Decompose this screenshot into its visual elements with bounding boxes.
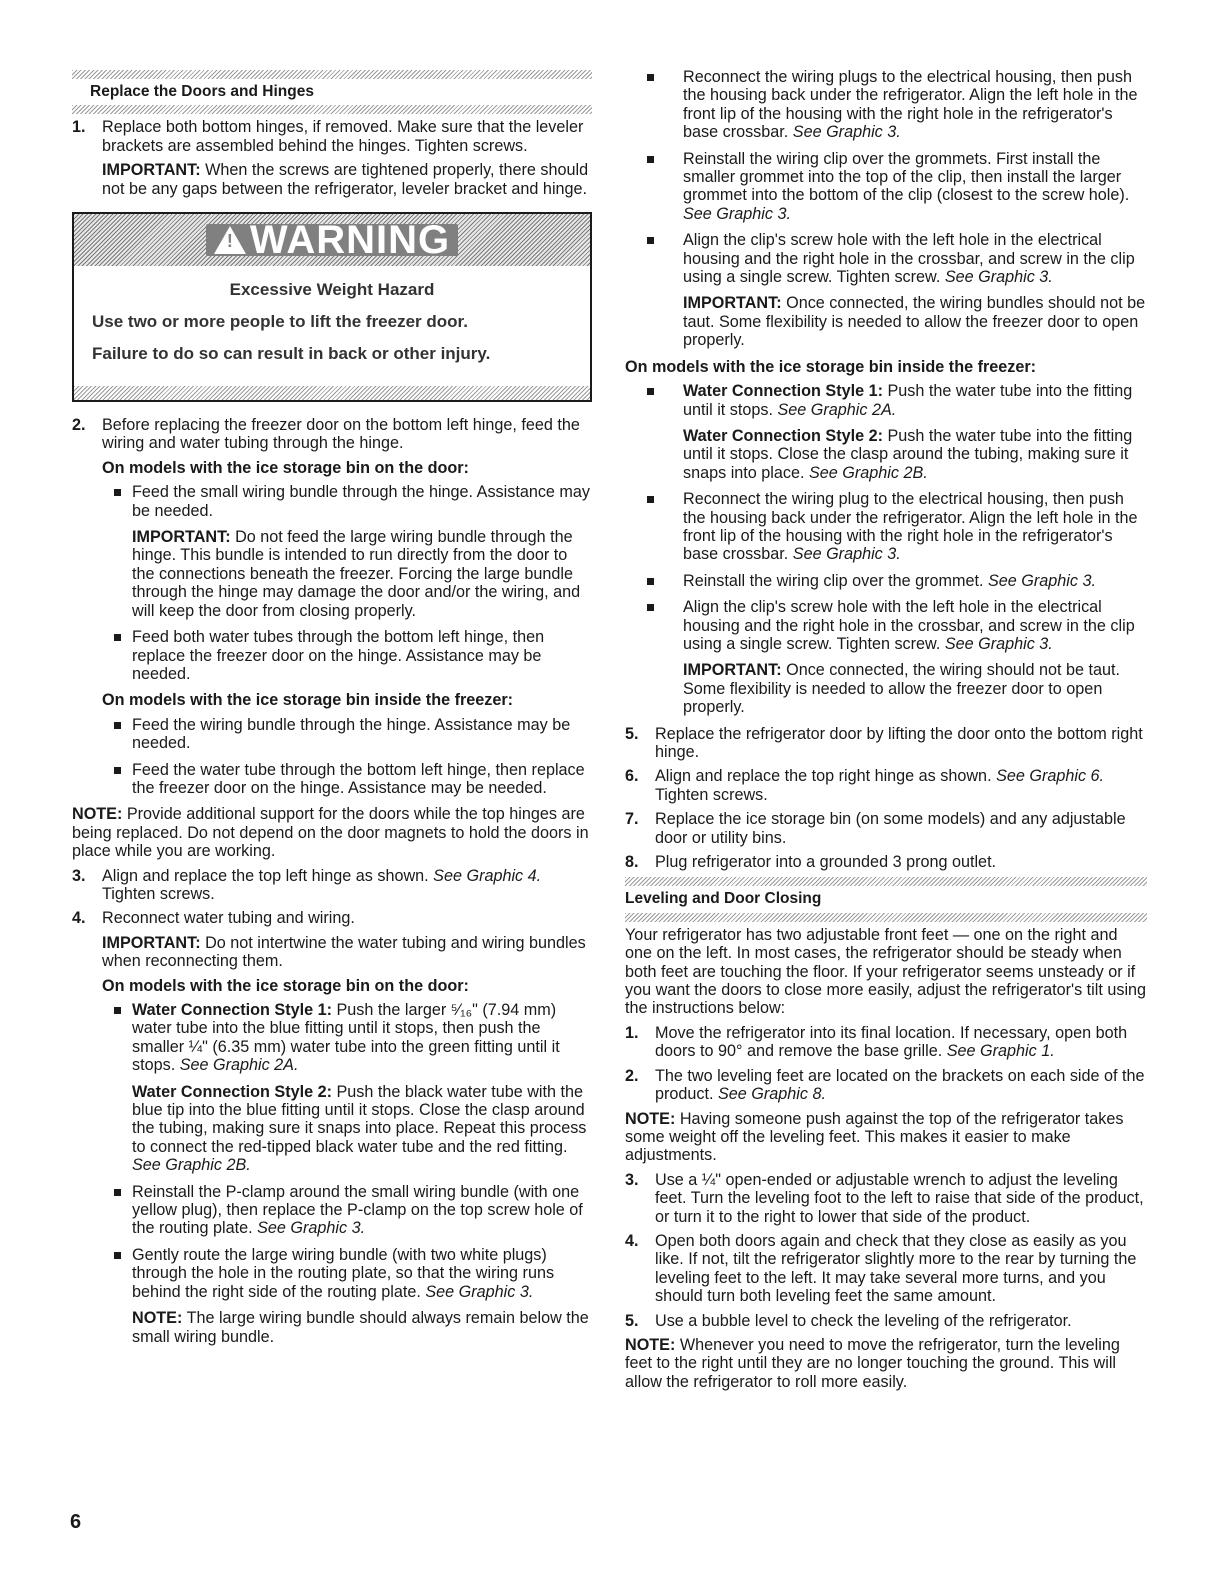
graphic-reference: See Graphic 3. (683, 204, 791, 223)
bullet-item (72, 1001, 592, 1075)
warning-body (74, 266, 590, 386)
step-text: Tighten screws. (655, 785, 768, 804)
graphic-reference: See Graphic 3. (257, 1219, 366, 1238)
connection-style-2 (683, 427, 1147, 482)
connection-style-label: Water Connection Style 1: (132, 1001, 332, 1019)
step-number: 1. (72, 118, 86, 137)
warning-triangle-icon: ! (214, 226, 246, 254)
warning-footer-hatch (74, 386, 590, 400)
bullet-text: Push the water tube into the fitting until it stops. Close the clasp around the tubing, making sure it snaps into place. (683, 426, 1133, 482)
note-label: NOTE: (625, 1335, 676, 1354)
bullet-icon (647, 156, 654, 163)
subheading (102, 459, 592, 477)
bullet-icon (647, 578, 654, 585)
subheading-text: On models with the ice storage bin inside the freezer: (102, 691, 514, 710)
bullet-item (72, 1183, 592, 1238)
important-note (683, 661, 1147, 716)
left-column (72, 68, 592, 1354)
subheading-text: On models with the ice storage bin on the door: (102, 458, 469, 477)
hatch-rule (625, 913, 1147, 922)
important-label: IMPORTANT: (102, 161, 201, 180)
leveling-step-4 (625, 1232, 1147, 1306)
step-text: Tighten screws. (102, 884, 215, 903)
bullet-text: Push the water tube into the fitting until it stops. (683, 382, 1133, 419)
step-4 (72, 909, 592, 927)
bullet-text: Reinstall the wiring clip over the grommet. (683, 571, 988, 590)
bullet-item (625, 68, 1147, 142)
step-text: Replace both bottom hinges, if removed. Make sure that the leveler brackets are assembled behind the hinges. Tighten screws. (102, 118, 584, 155)
subheading-text: On models with the ice storage bin on the door: (102, 976, 469, 995)
step-7 (625, 810, 1147, 847)
bullet-item (72, 628, 592, 683)
graphic-reference: See Graphic 3. (792, 545, 901, 564)
bullet-text: Feed the small wiring bundle through the hinge. Assistance may be needed. (132, 483, 591, 520)
bullet-icon (647, 496, 654, 503)
graphic-reference: See Graphic 2B. (808, 463, 928, 482)
warning-title (206, 217, 458, 262)
note-text: Provide additional support for the doors while the top hinges are being replaced. Do not depend on the door magnets to hold the doors in place while you are working. (72, 805, 589, 861)
step-number: 4. (72, 909, 86, 928)
step-number: 3. (625, 1170, 639, 1189)
step-6 (625, 767, 1147, 804)
step-number: 3. (72, 866, 86, 885)
important-note (683, 294, 1147, 349)
step-text: Use a bubble level to check the leveling of the refrigerator. (655, 1311, 1072, 1330)
bullet-item (625, 598, 1147, 653)
bullet-item (72, 716, 592, 753)
hazard-name: Excessive Weight Hazard (229, 280, 435, 300)
step-text: Replace the ice storage bin (on some models) and any adjustable door or utility bins. (655, 810, 1126, 847)
bullet-item (625, 150, 1147, 224)
step-text: Open both doors again and check that they close as easily as you like. If not, tilt the refrigerator slightly more to the rear by turning the leveling feet to the left. It may take several more turns, and you should turn both leveling feet the same amount. (655, 1231, 1137, 1306)
note (72, 805, 592, 860)
graphic-reference: See Graphic 3. (944, 634, 1053, 653)
bullet-item (625, 382, 1147, 419)
bullet-item (625, 572, 1147, 590)
connection-style-label: Water Connection Style 2: (683, 426, 883, 445)
bullet-icon (647, 74, 654, 81)
note (625, 1336, 1147, 1391)
bullet-text: Feed both water tubes through the bottom left hinge, then replace the freezer door on the hinge. Assistance may be needed. (132, 628, 545, 683)
important-note (102, 161, 592, 198)
step-text: Use a ¼" open-ended or adjustable wrench to adjust the leveling feet. Turn the leveling foot to the left to raise that side of the product, or turn it to the right to lower that side of the product. (655, 1170, 1144, 1226)
bullet-item (72, 761, 592, 798)
graphic-reference: See Graphic 3. (988, 571, 1096, 590)
graphic-reference: See Graphic 4. (433, 866, 542, 885)
step-number: 7. (625, 810, 639, 829)
graphic-reference: See Graphic 2A. (777, 400, 897, 419)
bullet-text: Gently route the large wiring bundle (with two white plugs) through the hole in the routing plate, so that the wiring runs behind the right side of the routing plate. (132, 1245, 555, 1301)
bullet-text: Align the clip's screw hole with the left hole in the electrical housing and the right hole in the crossbar, and screw in the clip using a single screw. Tighten screw. (683, 598, 1135, 653)
section-title: Leveling and Door Closing (625, 890, 822, 908)
note-text: Whenever you need to move the refrigerator, turn the leveling feet to the right until they are no longer touching the ground. This will allow the refrigerator to roll more easily. (625, 1335, 1120, 1391)
bullet-text: Push the black water tube with the blue tip into the blue fitting until it stops. Close the clasp around the tubing, making sure it snaps into place. Repeat this process to connect the red-tipped black water tube and the red fitting. (132, 1082, 587, 1156)
bullet-text: Reconnect the wiring plug to the electrical housing, then push the housing back under the refrigerator. Align the left hole in the front lip of the housing with the right hole in the refrigerator's base crossbar. (683, 490, 1138, 564)
hatch-rule (72, 70, 592, 79)
graphic-reference: See Graphic 2A. (179, 1056, 299, 1075)
hatch-rule (625, 877, 1147, 886)
bullet-text: Align the clip's screw hole with the left hole in the electrical housing and the right hole in the crossbar, and screw in the clip using a single screw. Tighten screw. (683, 231, 1135, 287)
important-text: Once connected, the wiring bundles should not be taut. Some flexibility is needed to allow the freezer door to open properly. (683, 294, 1146, 350)
important-label: IMPORTANT: (683, 294, 782, 313)
bullet-item (625, 231, 1147, 286)
bullet-icon (114, 722, 121, 729)
warning-banner (74, 214, 590, 266)
graphic-reference: See Graphic 8. (718, 1085, 826, 1104)
bullet-text: Feed the wiring bundle through the hinge. Assistance may be needed. (132, 715, 571, 753)
intro-paragraph: Your refrigerator has two adjustable front feet — one on the right and one on the left. In most cases, the refrigerator should be steady when both feet are touching the floor. If your refrigerator seems unsteady or if you want the doors to close more easily, adjust the refrigerator's tilt using the instructions below: (625, 925, 1147, 1018)
section-title: Replace the Doors and Hinges (90, 83, 314, 100)
bullet-text: Reinstall the P-clamp around the small wiring bundle (with one yellow plug), then replace the P-clamp on the top screw hole of the routing plate. (132, 1182, 583, 1238)
warning-title-text: WARNING (249, 217, 451, 262)
graphic-reference: See Graphic 3. (944, 268, 1053, 287)
page-number: 6 (70, 1511, 82, 1533)
bullet-icon (647, 604, 654, 611)
note (625, 1110, 1147, 1165)
important-text: Do not feed the large wiring bundle through the hinge. This bundle is intended to run directly from the door to the connections beneath the freezer. Forcing the large bundle through the hinge may damage the door and/or the wiring, and will keep the door from closing properly. (132, 528, 581, 620)
step-number: 1. (625, 1023, 639, 1042)
step-2 (72, 416, 592, 453)
bullet-icon (114, 767, 121, 774)
bullet-icon (647, 388, 654, 395)
note-label: NOTE: (625, 1109, 676, 1128)
important-label: IMPORTANT: (102, 933, 201, 952)
leveling-step-5 (625, 1312, 1147, 1330)
bullet-text: Push the larger ⁵⁄₁₆" (7.94 mm) water tube into the blue fitting until it stops, then push the smaller ¼" (6.35 mm) water tube into the green fitting until it stops. (132, 1001, 560, 1075)
subheading-text: On models with the ice storage bin inside the freezer: (625, 357, 1037, 376)
leveling-step-2 (625, 1067, 1147, 1104)
step-number: 2. (72, 416, 86, 435)
connection-style-2 (132, 1083, 592, 1175)
step-text: Plug refrigerator into a grounded 3 prong outlet. (655, 853, 997, 872)
graphic-reference: See Graphic 2B. (132, 1156, 251, 1175)
subheading (625, 358, 1147, 376)
note (132, 1309, 592, 1346)
important-text: When the screws are tightened properly, there should not be any gaps between the refrigerator, leveler bracket and hinge. (102, 161, 589, 198)
important-label: IMPORTANT: (683, 661, 782, 680)
connection-style-label: Water Connection Style 2: (132, 1082, 332, 1101)
important-note (102, 934, 592, 971)
step-text: Move the refrigerator into its final location. If necessary, open both doors to 90° and remove the base grille. (655, 1023, 1128, 1061)
step-number: 5. (625, 1311, 639, 1330)
right-column (625, 68, 1147, 1397)
section-header-replace-doors (72, 70, 592, 114)
hatch-rule (72, 105, 592, 114)
graphic-reference: See Graphic 1. (946, 1042, 1055, 1061)
bullet-item (72, 483, 592, 520)
warning-box (72, 212, 592, 402)
bullet-text: Reinstall the wiring clip over the grommets. First install the smaller grommet into the top of the clip, then install the larger grommet into the bottom of the clip (closest to the screw hole). (683, 149, 1130, 205)
step-text: Replace the refrigerator door by lifting the door onto the bottom right hinge. (655, 724, 1143, 761)
connection-style-label: Water Connection Style 1: (683, 382, 883, 401)
step-1 (72, 118, 592, 155)
subheading (102, 691, 592, 709)
subheading (102, 977, 592, 995)
leveling-step-3 (625, 1171, 1147, 1226)
bullet-icon (647, 237, 654, 244)
important-text: Once connected, the wiring should not be taut. Some flexibility is needed to allow the freezer door to open properly. (683, 661, 1120, 717)
important-note (132, 528, 592, 620)
graphic-reference: See Graphic 6. (996, 767, 1105, 786)
bullet-icon (114, 1252, 121, 1259)
leveling-step-1 (625, 1024, 1147, 1061)
step-number: 5. (625, 724, 639, 743)
step-number: 2. (625, 1066, 639, 1085)
step-text: Before replacing the freezer door on the bottom left hinge, feed the wiring and water tubing through the hinge. (102, 416, 580, 453)
graphic-reference: See Graphic 3. (425, 1282, 534, 1301)
bullet-icon (114, 634, 121, 641)
step-number: 4. (625, 1231, 639, 1250)
step-text: The two leveling feet are located on the brackets on each side of the product. (655, 1066, 1145, 1104)
step-text: Align and replace the top right hinge as shown. (655, 767, 997, 786)
step-3 (72, 867, 592, 904)
step-text: Align and replace the top left hinge as shown. (102, 866, 434, 885)
bullet-icon (114, 1189, 121, 1196)
step-text: Reconnect water tubing and wiring. (102, 909, 355, 928)
bullet-text: Reconnect the wiring plugs to the electrical housing, then push the housing back under the refrigerator. Align the left hole in the front lip of the housing with the right hole in the refrigerator's base crossbar. (683, 68, 1138, 142)
important-text: Do not intertwine the water tubing and wiring bundles when reconnecting them. (102, 933, 586, 971)
bullet-item (72, 1246, 592, 1301)
graphic-reference: See Graphic 3. (792, 123, 901, 142)
bullet-text: Feed the water tube through the bottom left hinge, then replace the freezer door on the hinge. Assistance may be needed. (132, 760, 585, 797)
bullet-icon (114, 1007, 121, 1014)
section-header-leveling (625, 877, 1147, 921)
note-label: NOTE: (72, 805, 123, 824)
note-text: The large wiring bundle should always remain below the small wiring bundle. (132, 1309, 589, 1346)
step-8 (625, 853, 1147, 871)
warning-line: Failure to do so can result in back or other injury. (92, 344, 491, 364)
bullet-item (625, 490, 1147, 564)
note-label: NOTE: (132, 1309, 183, 1328)
step-number: 8. (625, 853, 639, 872)
warning-line: Use two or more people to lift the freezer door. (92, 312, 468, 332)
bullet-icon (114, 489, 121, 496)
step-number: 6. (625, 767, 639, 786)
important-label: IMPORTANT: (132, 528, 231, 547)
note-text: Having someone push against the top of the refrigerator takes some weight off the leveling feet. This makes it easier to make adjustments. (625, 1109, 1124, 1165)
step-5 (625, 725, 1147, 762)
